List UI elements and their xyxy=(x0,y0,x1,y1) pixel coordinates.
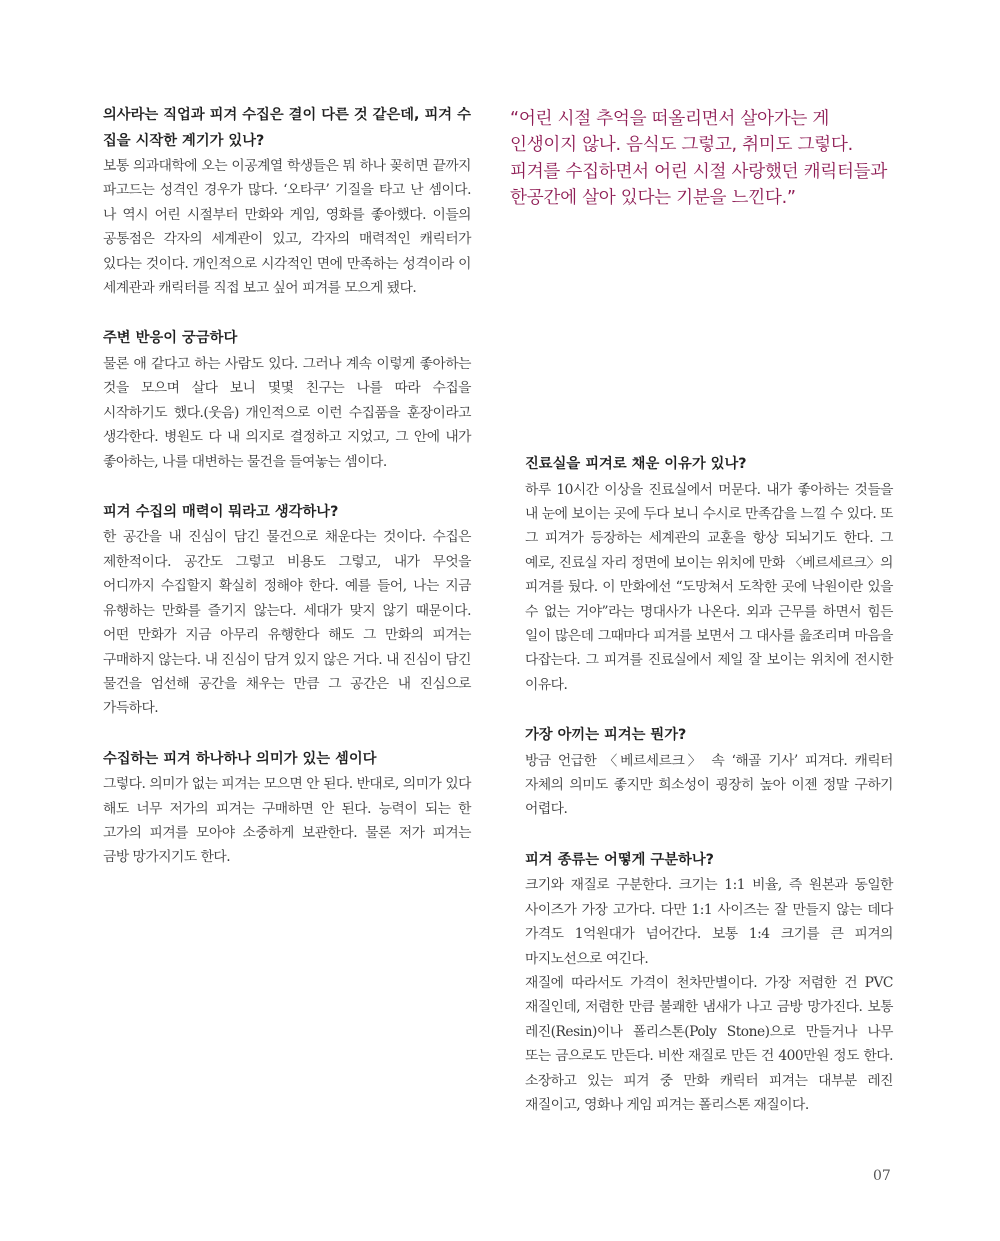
page-number: 07 xyxy=(873,1168,891,1184)
qa-section xyxy=(103,500,471,721)
answer-paragraph: 보통 의과대학에 오는 이공계열 학생들은 뭐 하나 꽂히면 끝까지 파고드는 성격인 경우가 많다. ‘오타쿠’ 기질을 타고 난 셈이다. 나 역시 어린 시절부터 만화와 게임, 영화를 좋아했다. 이들의 공통점은 각자의 세계관이 있고, 각자의 매력적인 캐릭터가 있다는 것이다. 개인적으로 시각적인 면에 만족하는 성격이라 이 세계관과 캐릭터를 직접 보고 싶어 피겨를 모으게 됐다. xyxy=(103,158,471,297)
right-column xyxy=(525,452,893,1143)
answer-paragraph: 한 공간을 내 진심이 담긴 물건으로 채운다는 것이다. 수집은 제한적이다. 공간도 그렇고 비용도 그렇고, 내가 무엇을 어디까지 수집할지 확실히 정해야 한다. 예를 들어, 나는 지금 유행하는 만화를 즐기지 않는다. 세대가 맞지 않기 때문이다. 어떤 만화가 지금 아무리 유행한다 해도 그 만화의 피겨는 구매하지 않는다. 내 진심이 담겨 있지 않은 거다. 내 진심이 담긴 물건을 엄선해 공간을 채우는 만큼 그 공간은 내 진심으로 가득하다. xyxy=(103,529,471,717)
qa-section xyxy=(525,452,893,697)
question-heading: 진료실을 피겨로 채운 이유가 있나? xyxy=(525,456,747,472)
answer-paragraph: 재질에 따라서도 가격이 천차만별이다. 가장 저렴한 건 PVC 재질인데, 저렴한 만큼 불쾌한 냄새가 나고 금방 망가진다. 보통 레진(Resin)이나 폴리스톤(Poly Stone)으로 만들거나 나무 또는 금으로도 만든다. 비싼 재질로 만든 건 400만원 정도 한다. 소장하고 있는 피겨 중 만화 캐릭터 피겨는 대부분 레진 재질이고, 영화나 게임 피겨는 폴리스톤 재질이다. xyxy=(525,975,893,1114)
answer-paragraph: 방금 언급한 〈베르세르크〉 속 ‘해골 기사’ 피겨다. 캐릭터 자체의 의미도 좋지만 희소성이 굉장히 높아 이젠 정말 구하기 어렵다. xyxy=(525,752,893,818)
qa-section xyxy=(103,103,471,300)
qa-section xyxy=(103,747,471,870)
question-heading: 수집하는 피겨 하나하나 의미가 있는 셈이다 xyxy=(103,750,377,767)
question-heading: 피겨 종류는 어떻게 구분하나? xyxy=(525,851,714,868)
qa-section xyxy=(525,723,893,822)
question-heading: 피겨 수집의 매력이 뭐라고 생각하나? xyxy=(103,503,339,520)
question-heading: 가장 아끼는 피겨는 뭔가? xyxy=(525,727,687,744)
question-heading: 의사라는 직업과 피겨 수집은 결이 다른 것 같은데, 피겨 수집을 시작한 계기가 있나? xyxy=(103,107,471,149)
qa-section xyxy=(103,326,471,474)
pull-quote: “어린 시절 추억을 떠올리면서 살아가는 게 인생이지 않나. 음식도 그렇고, 취미도 그렇다. 피겨를 수집하면서 어린 시절 사랑했던 캐릭터들과 한공간에 살아 있다는 기분을 느낀다.” xyxy=(510,109,888,209)
answer-paragraph: 그렇다. 의미가 없는 피겨는 모으면 안 된다. 반대로, 의미가 있다 해도 너무 저가의 피겨는 구매하면 안 된다. 능력이 되는 한 고가의 피겨를 모아야 소중하게 보관한다. 물론 저가 피겨는 금방 망가지기도 한다. xyxy=(103,776,471,866)
answer-paragraph: 하루 10시간 이상을 진료실에서 머문다. 내가 좋아하는 것들을 내 눈에 보이는 곳에 두다 보니 수시로 만족감을 느낄 수 있다. 또 그 피겨가 등장하는 세계관의 교훈을 항상 되뇌기도 한다. 그 예로, 진료실 자리 정면에 보이는 위치에 만화 〈베르세르크〉의 피겨를 뒀다. 이 만화에선 “도망쳐서 도착한 곳에 낙원이란 있을 수 없는 거야”라는 명대사가 나온다. 외과 근무를 하면서 힘든 일이 많은데 그때마다 피겨를 보면서 그 대사를 읊조리며 마음을 다잡는다. 그 피겨를 진료실에서 제일 잘 보이는 위치에 전시한 이유다. xyxy=(525,481,893,693)
left-column xyxy=(103,103,471,896)
answer-paragraph: 물론 애 같다고 하는 사람도 있다. 그러나 계속 이렇게 좋아하는 것을 모으며 살다 보니 몇몇 친구는 나를 따라 수집을 시작하기도 했다.(웃음) 개인적으로 이런 수집품을 훈장이라고 생각한다. 병원도 다 내 의지로 결정하고 지었고, 그 안에 내가 좋아하는, 나를 대변하는 물건을 들여놓는 셈이다. xyxy=(103,355,471,470)
question-heading: 주변 반응이 궁금하다 xyxy=(103,330,238,347)
answer-paragraph: 크기와 재질로 구분한다. 크기는 1:1 비율, 즉 원본과 동일한 사이즈가 가장 고가다. 다만 1:1 사이즈는 잘 만들지 않는 데다 가격도 1억원대가 넘어간다. 보통 1:4 크기를 큰 피겨의 마지노선으로 여긴다. xyxy=(525,877,893,967)
qa-section xyxy=(525,848,893,1118)
